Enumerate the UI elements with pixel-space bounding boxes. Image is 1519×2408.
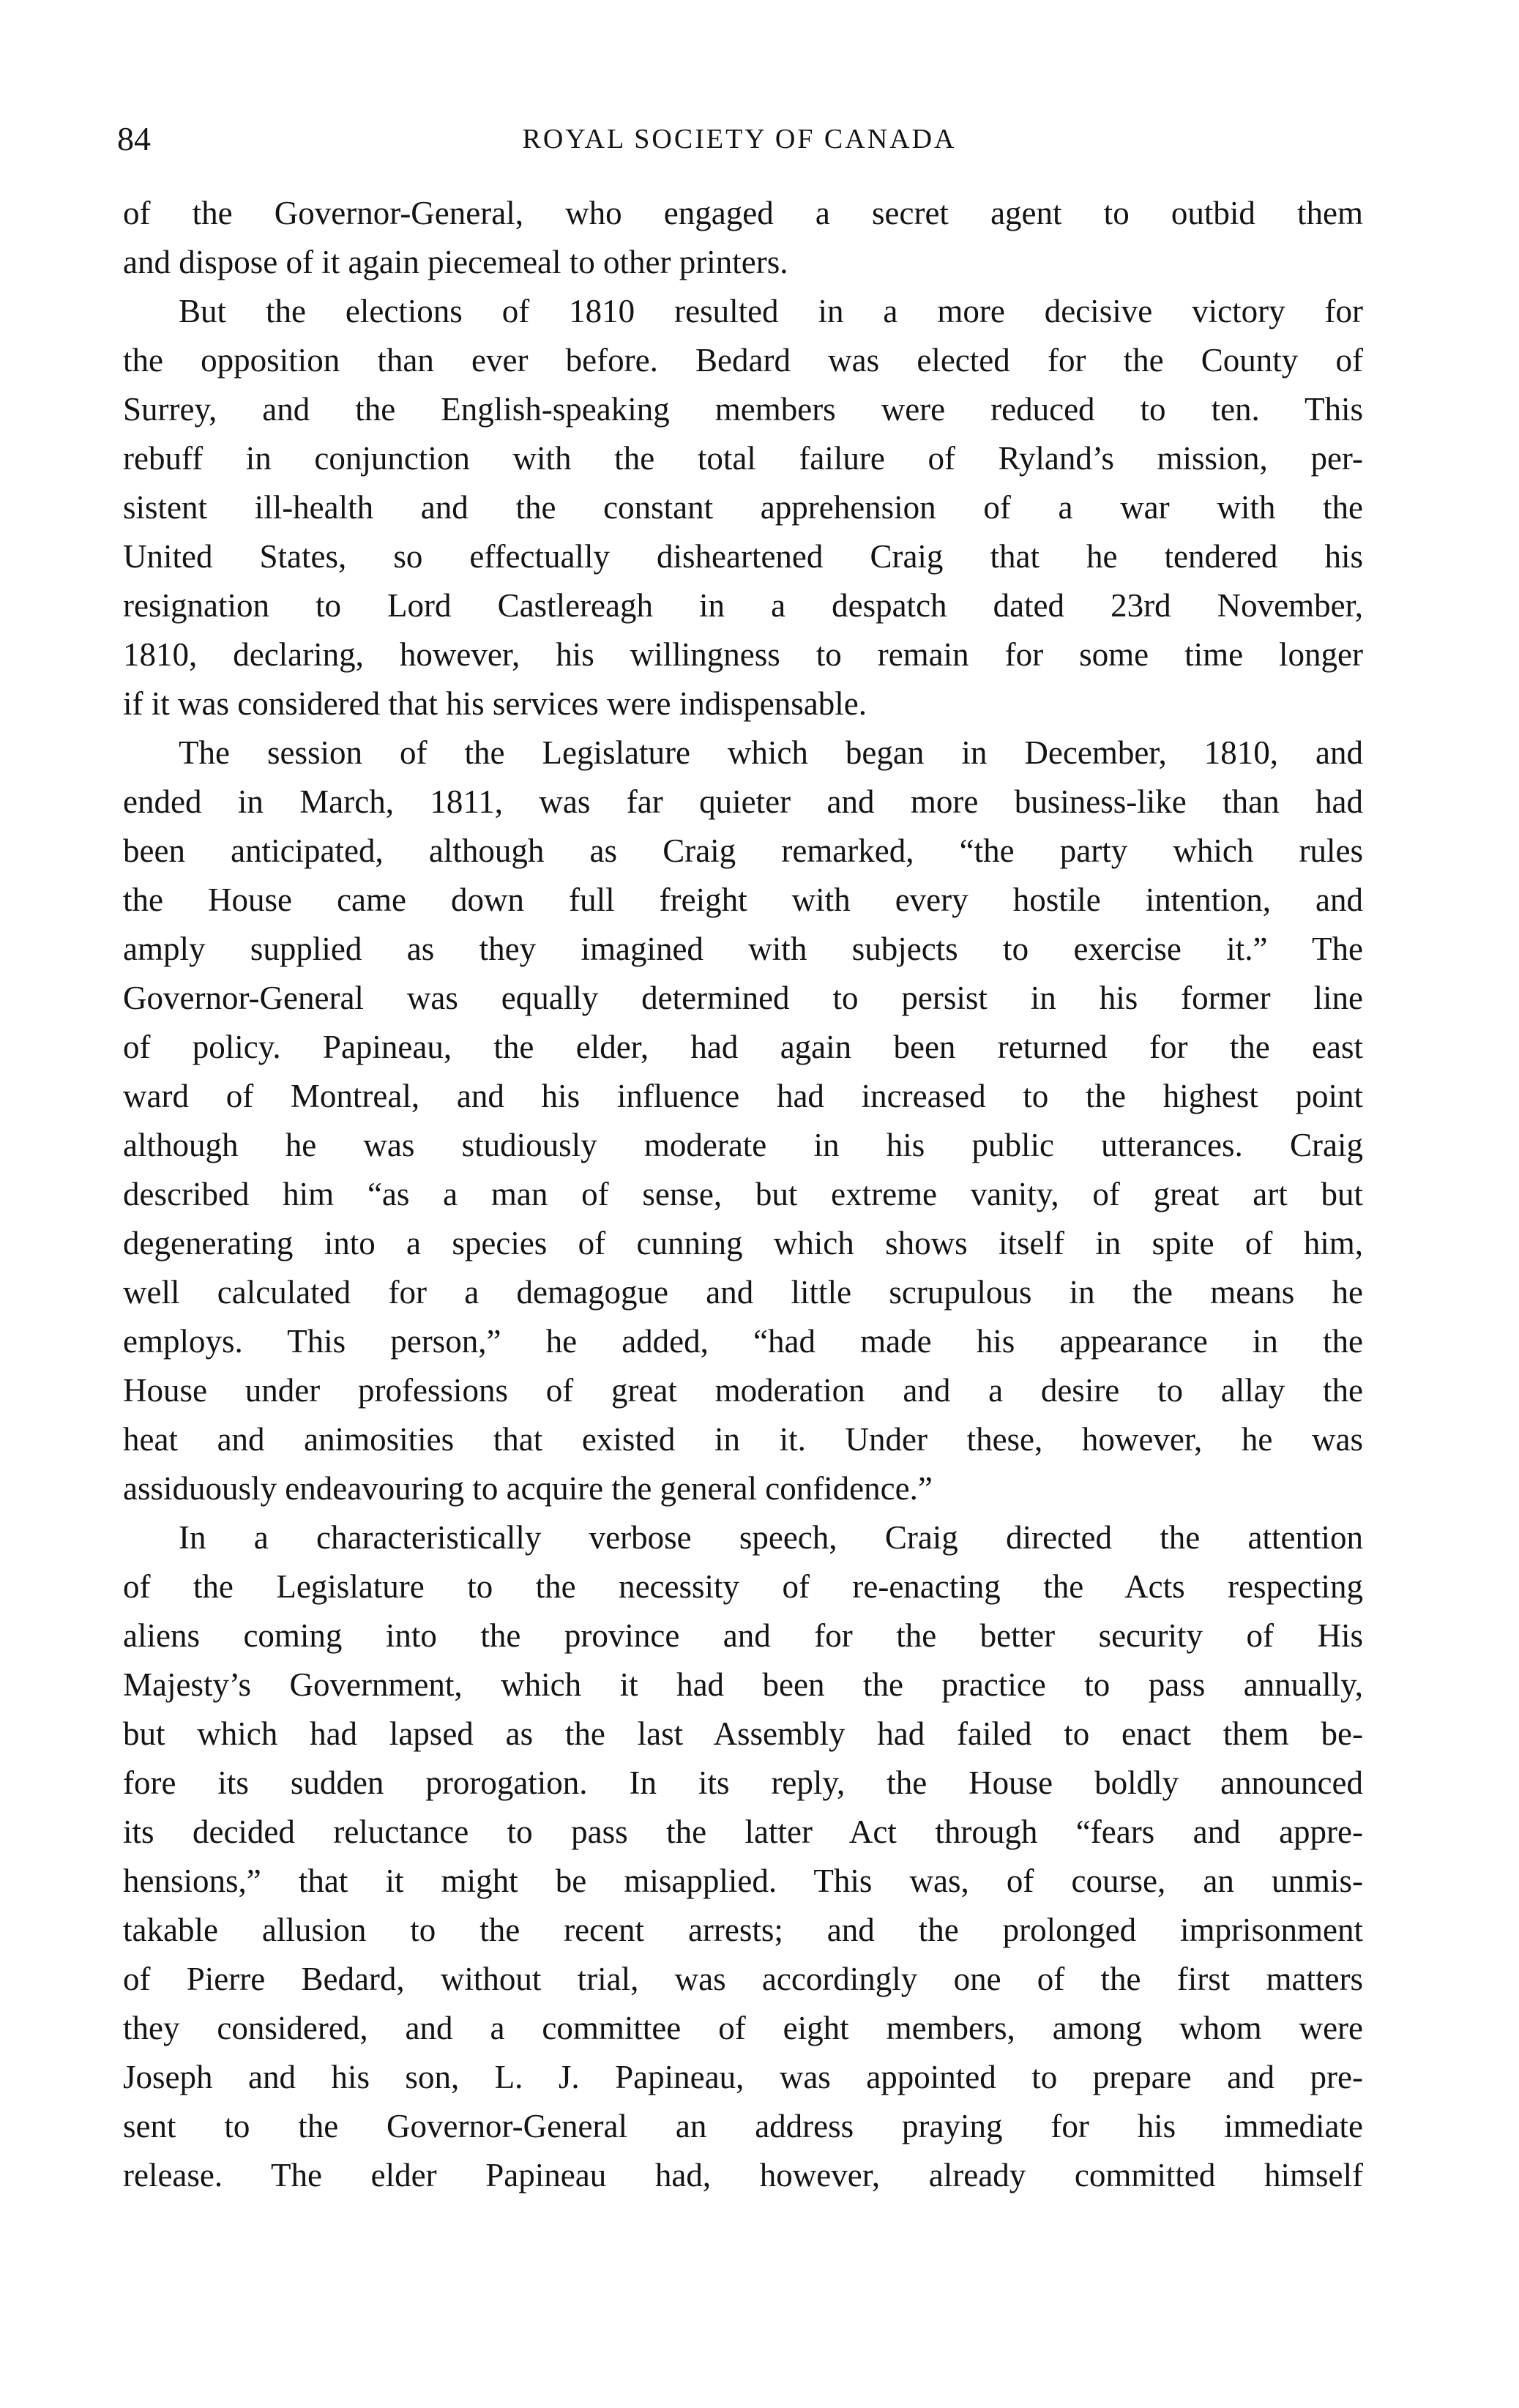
text-line: fore its sudden prorogation. In its reply, the House boldly announced	[123, 1764, 1363, 1801]
text-line: 1810, declaring, however, his willingness to remain for some time longer	[123, 636, 1363, 673]
text-line: Majesty’s Government, which it had been the practice to pass annually,	[123, 1666, 1363, 1703]
text-line: been anticipated, although as Craig remarked, “the party which rules	[123, 832, 1363, 869]
paragraph-1	[123, 189, 1363, 287]
text-line: ward of Montreal, and his influence had increased to the highest point	[123, 1078, 1363, 1114]
text-line: assiduously endeavouring to acquire the general confidence.”	[123, 1470, 933, 1507]
text-line: and dispose of it again piecemeal to other printers.	[123, 244, 788, 280]
text-line: they considered, and a committee of eight members, among whom were	[123, 2010, 1363, 2046]
text-line: described him “as a man of sense, but extreme vanity, of great art but	[123, 1176, 1363, 1212]
text-line: of the Governor-General, who engaged a secret agent to outbid them	[123, 195, 1363, 231]
text-line: sent to the Governor-General an address praying for his immediate	[123, 2108, 1363, 2144]
text-line: House under professions of great moderation and a desire to allay the	[123, 1372, 1363, 1409]
text-line: takable allusion to the recent arrests; and the prolonged imprisonment	[123, 1912, 1363, 1948]
text-line: release. The elder Papineau had, however, already committed himself	[123, 2157, 1363, 2193]
body-text	[123, 189, 1363, 2200]
page-number: 84	[117, 120, 151, 157]
text-line: The session of the Legislature which began in December, 1810, and	[179, 734, 1363, 771]
text-line: Surrey, and the English-speaking members were reduced to ten. This	[123, 391, 1363, 428]
text-line: rebuff in conjunction with the total failure of Ryland’s mission, per-	[123, 440, 1363, 477]
text-line: resignation to Lord Castlereagh in a despatch dated 23rd November,	[123, 587, 1363, 624]
text-line: the opposition than ever before. Bedard was elected for the County of	[123, 342, 1363, 379]
running-head: ROYAL SOCIETY OF CANADA	[522, 124, 957, 154]
text-line: of policy. Papineau, the elder, had again been returned for the east	[123, 1029, 1363, 1065]
text-line: ended in March, 1811, was far quieter and more business-like than had	[123, 783, 1363, 820]
text-line: hensions,” that it might be misapplied. This was, of course, an unmis-	[123, 1863, 1363, 1899]
text-line: amply supplied as they imagined with subjects to exercise it.” The	[123, 931, 1363, 967]
text-line: sistent ill-health and the constant apprehension of a war with the	[123, 489, 1363, 526]
text-line: Governor-General was equally determined to persist in his former line	[123, 980, 1363, 1016]
text-line: of Pierre Bedard, without trial, was accordingly one of the first matters	[123, 1961, 1363, 1997]
text-line: heat and animosities that existed in it. Under these, however, he was	[123, 1421, 1363, 1458]
text-line: but which had lapsed as the last Assembly had failed to enact them be-	[123, 1715, 1363, 1752]
text-line: But the elections of 1810 resulted in a more decisive victory for	[179, 293, 1363, 329]
text-line: In a characteristically verbose speech, Craig directed the attention	[179, 1519, 1363, 1556]
text-line: its decided reluctance to pass the latter Act through “fears and appre-	[123, 1814, 1363, 1850]
text-line: employs. This person,” he added, “had made his appearance in the	[123, 1323, 1363, 1360]
text-line: well calculated for a demagogue and little scrupulous in the means he	[123, 1274, 1363, 1311]
paragraph-3	[123, 728, 1363, 1513]
text-line: of the Legislature to the necessity of re-enacting the Acts respecting	[123, 1568, 1363, 1605]
page-header	[117, 117, 1362, 161]
text-line: United States, so effectually disheartened Craig that he tendered his	[123, 538, 1363, 575]
text-line: aliens coming into the province and for the better security of His	[123, 1617, 1363, 1654]
text-line: the House came down full freight with every hostile intention, and	[123, 881, 1363, 918]
text-line: if it was considered that his services were indispensable.	[123, 685, 867, 722]
paragraph-2	[123, 287, 1363, 728]
paragraph-4	[123, 1513, 1363, 2200]
text-line: degenerating into a species of cunning which shows itself in spite of him,	[123, 1225, 1363, 1261]
text-line: although he was studiously moderate in his public utterances. Craig	[123, 1127, 1363, 1163]
text-line: Joseph and his son, L. J. Papineau, was appointed to prepare and pre-	[123, 2059, 1363, 2095]
